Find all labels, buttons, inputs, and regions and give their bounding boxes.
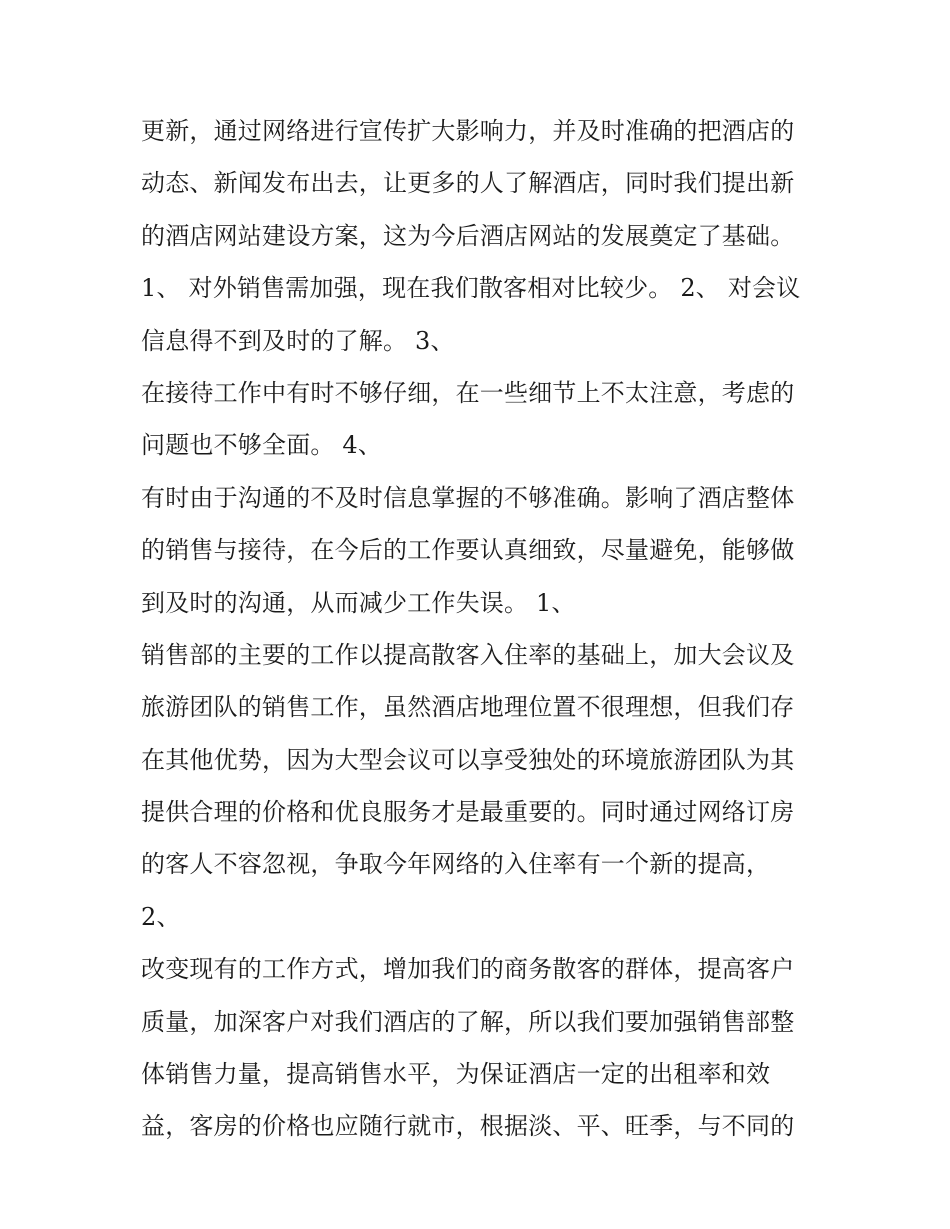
text-line: 1、 对外销售需加强，现在我们散客相对比较少。 2、 对会议 bbox=[141, 274, 801, 303]
text-line: 更新，通过网络进行宣传扩大影响力，并及时准确的把酒店的 bbox=[141, 117, 795, 145]
text-line: 改变现有的工作方式，增加我们的商务散客的群体，提高客户 bbox=[141, 955, 795, 984]
text-line: 信息得不到及时的了解。 3、 bbox=[141, 326, 455, 355]
text-line: 旅游团队的销售工作，虽然酒店地理位置不很理想，但我们存 bbox=[141, 693, 795, 722]
text-line: 动态、新闻发布出去，让更多的人了解酒店，同时我们提出新 bbox=[141, 169, 795, 198]
text-line: 销售部的主要的工作以提高散客入住率的基础上，加大会议及 bbox=[141, 640, 795, 669]
text-line: 在接待工作中有时不够仔细，在一些细节上不太注意，考虑的 bbox=[141, 378, 795, 407]
text-line: 的销售与接待，在今后的工作要认真细致，尽量避免，能够做 bbox=[141, 536, 795, 565]
text-line: 质量，加深客户对我们酒店的了解，所以我们要加强销售部整 bbox=[141, 1007, 795, 1036]
text-line: 2、 bbox=[141, 902, 181, 931]
text-line: 提供合理的价格和优良服务才是最重要的。同时通过网络订房 bbox=[141, 798, 795, 827]
text-line: 的客人不容忽视，争取今年网络的入住率有一个新的提高， bbox=[141, 850, 771, 879]
text-line: 的酒店网站建设方案，这为今后酒店网站的发展奠定了基础。 bbox=[141, 221, 795, 250]
text-line: 益，客房的价格也应随行就市，根据淡、平、旺季，与不同的 bbox=[141, 1112, 795, 1141]
text-line: 有时由于沟通的不及时信息掌握的不够准确。影响了酒店整体 bbox=[141, 483, 795, 512]
body-text bbox=[141, 105, 841, 1153]
text-line: 体销售力量，提高销售水平，为保证酒店一定的出租率和效 bbox=[141, 1060, 771, 1089]
text-line: 问题也不够全面。 4、 bbox=[141, 431, 383, 460]
text-line: 到及时的沟通，从而减少工作失误。 1、 bbox=[141, 588, 576, 617]
text-line: 在其他优势，因为大型会议可以享受独处的环境旅游团队为其 bbox=[141, 745, 795, 774]
